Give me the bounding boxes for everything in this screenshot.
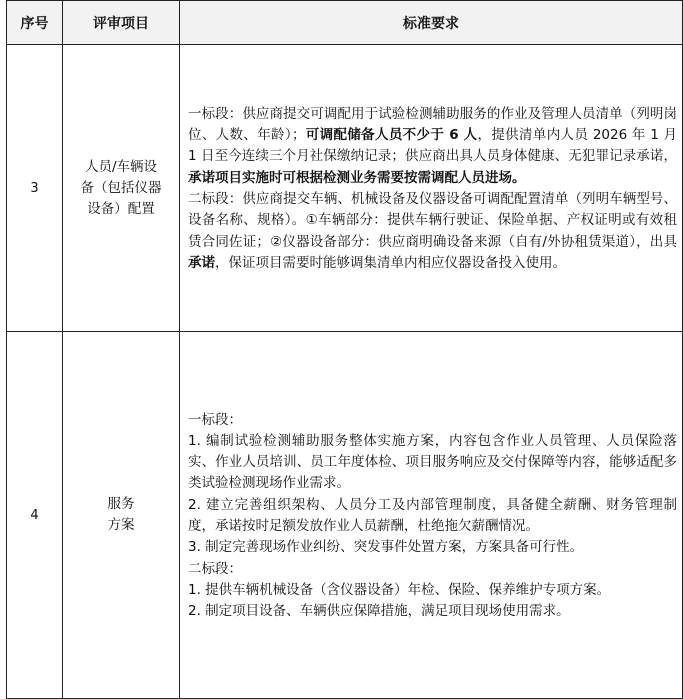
item-line: 服务 [107,496,135,512]
requirement-emphasis: 承诺项目实施时可根据检测业务需要按需调配人员进场。 [188,169,526,186]
row-seq: 4 [7,332,63,699]
requirement-emphasis: 承诺 [188,254,215,271]
row-seq: 3 [7,45,63,332]
row-requirements [180,45,683,332]
row-item [63,332,180,699]
requirement-line: 2. 制定项目设备、车辆供应保障措施，满足项目现场使用需求。 [188,603,570,620]
item-line: 备（包括仪器 [80,179,162,196]
header-seq: 序号 [7,1,63,45]
requirement-line: 1. 编制试验检测辅助服务整体实施方案，内容包含作业人员管理、人员保险落实、作业人员培训、员工年度体检、项目服务响应及交付保障等内容，能够适配多类试验检测现场作业需求。 [188,432,677,492]
item-line: 人员/车辆设 [84,158,158,175]
header-item: 评审项目 [63,1,180,45]
item-line: 设备）配置 [87,200,155,217]
criteria-table-container [6,0,682,669]
requirement-text: ，提供清单内人员 2026 年 1 月 1 日至今连续三个月社保缴纳记录；供应商出具人员身体健康、无犯罪记录承诺， [188,127,678,165]
table-header-row [7,1,683,45]
requirement-line: 二标段： [188,560,242,577]
row-item [63,45,180,332]
header-req: 标准要求 [180,1,683,45]
requirement-text: ，保证项目需要时能够调集清单内相应仪器设备投入使用。 [215,254,566,271]
criteria-table [6,0,683,699]
requirement-line: 2. 建立完善组织架构、人员分工及内部管理制度，具备健全薪酬、财务管理制度，承诺按时足额发放作业人员薪酬，杜绝拖欠薪酬情况。 [188,496,677,534]
requirement-line: 1. 提供车辆机械设备（含仪器设备）年检、保险、保养维护专项方案。 [188,581,611,598]
requirement-line: 3. 制定完善现场作业纠纷、突发事件处置方案，方案具备可行性。 [188,539,584,556]
item-line: 方案 [107,517,135,533]
requirement-paragraph [188,189,677,274]
requirement-paragraph [188,104,677,189]
requirement-emphasis: 可调配储备人员不少于 6 人 [305,127,478,144]
requirement-line: 一标段： [188,411,242,428]
table-row [7,332,683,699]
requirement-text: 二标段：供应商提交车辆、机械设备及仪器设备可调配配置清单（列明车辆型号、设备名称、规格）。①车辆部分：提供车辆行驶证、保险单据、产权证明或有效租赁合同佐证；②仪器设备部分：供应商明确设备来源（自有/外协租赁渠道），出具 [188,191,677,250]
table-row [7,45,683,332]
requirement-text: 一标段：供应商提交可调配用于试验检测辅助服务的作业及管理人员清单（列明岗位、人数、年龄）； [188,105,677,144]
row-requirements [180,332,683,699]
